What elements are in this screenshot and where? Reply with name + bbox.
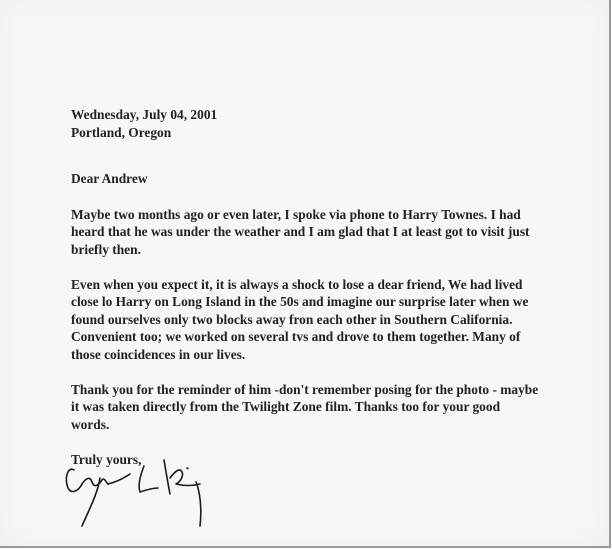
- letter-paragraph-2: Even when you expect it, it is always a shock to lose a dear friend, We had lived close lo Harry on Long Island in the 50s and imagine our surprise later when we found ourselves only two blocks away fron each other in Southern California. Convenient too; we worked on several tvs and drove to them together. Many of those coincidences in our lives.: [71, 276, 529, 362]
- letter-body: [71, 106, 541, 468]
- letter-date: Wednesday, July 04, 2001: [71, 107, 218, 122]
- letter-closing: Truly yours,: [71, 451, 142, 467]
- signature-drawing: [60, 448, 220, 530]
- letter-paragraph-1: Maybe two months ago or even later, I spoke via phone to Harry Townes. I had heard that he was under the weather and I am glad that I at least got to visit just briefly then.: [71, 206, 530, 257]
- letter-salutation: Dear Andrew: [71, 171, 148, 186]
- letter-place: Portland, Oregon: [71, 124, 172, 140]
- letter-paragraph-3: Thank you for the reminder of him -don't remember posing for the photo - maybe it was taken directly from the Twilight Zone film. Thanks too for your good words.: [71, 381, 539, 432]
- handwritten-signature: [60, 448, 220, 530]
